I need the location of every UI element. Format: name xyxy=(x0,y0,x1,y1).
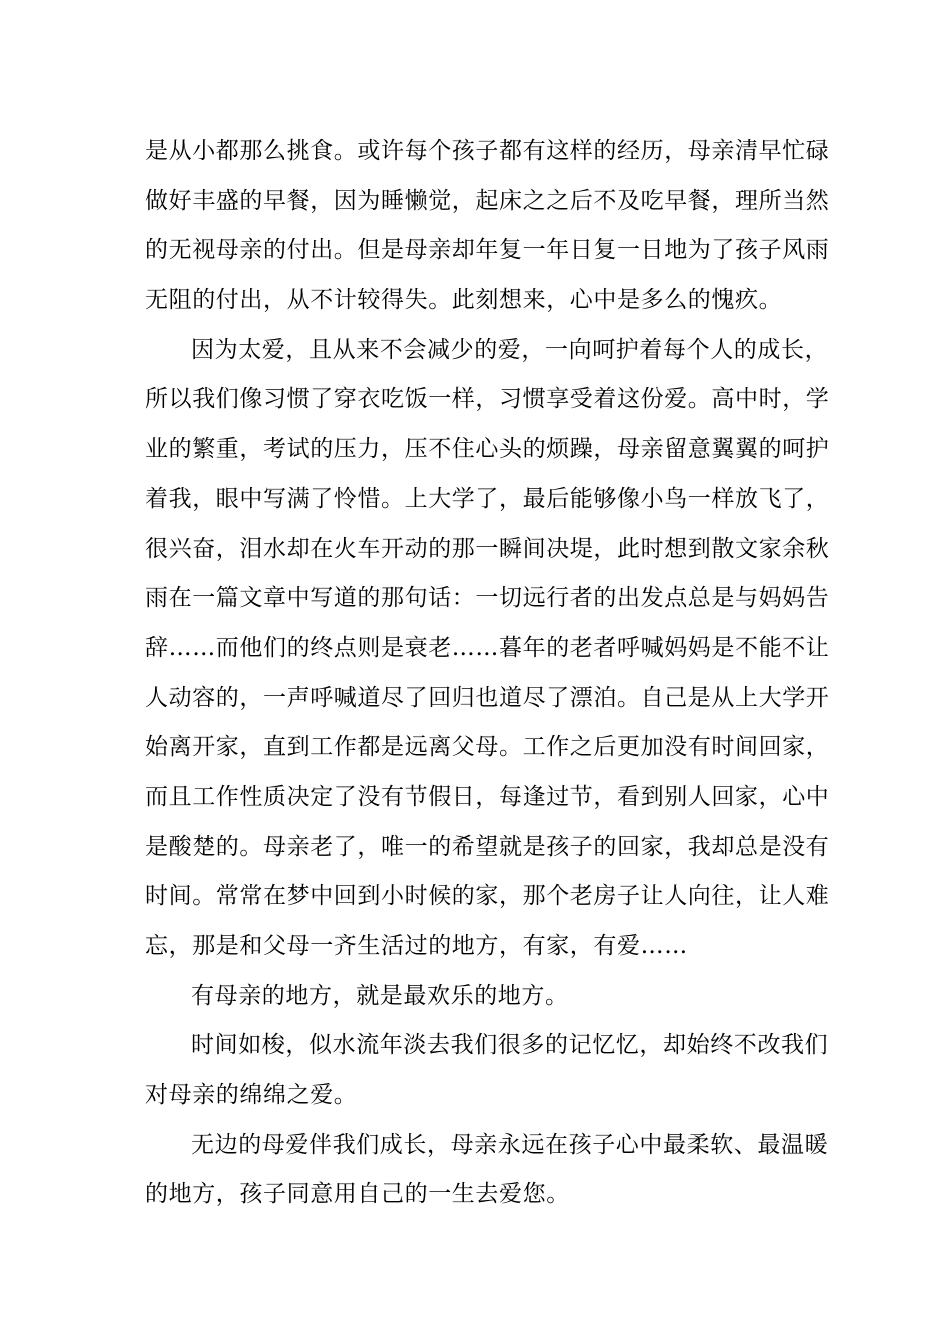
text-line: 对母亲的绵绵之爱。 xyxy=(145,1082,358,1109)
text-line: 的无视母亲的付出。但是母亲却年复一年日复一日地为了孩子风雨 xyxy=(145,237,830,264)
text-line: 的地方，孩子同意用自己的一生去爱您。 xyxy=(145,1181,570,1208)
text-line: 而且工作性质决定了没有节假日，每逢过节，看到别人回家，心中 xyxy=(145,783,830,810)
text-line: 辞……而他们的终点则是衰老……暮年的老者呼喊妈妈是不能不让 xyxy=(145,634,830,661)
text-line: 时间如梭，似水流年淡去我们很多的记忆忆，却始终不改我们 xyxy=(191,1032,829,1059)
text-line: 着我，眼中写满了怜惜。上大学了，最后能够像小鸟一样放飞了， xyxy=(145,485,830,512)
text-line: 业的繁重，考试的压力，压不住心头的烦躁，母亲留意翼翼的呵护 xyxy=(145,436,830,463)
text-line: 有母亲的地方，就是最欢乐的地方。 xyxy=(191,982,569,1009)
text-line: 是酸楚的。母亲老了，唯一的希望就是孩子的回家，我却总是没有 xyxy=(145,833,830,860)
text-line: 人动容的，一声呼喊道尽了回归也道尽了漂泊。自己是从上大学开 xyxy=(145,684,830,711)
text-line: 无边的母爱伴我们成长，母亲永远在孩子心中最柔软、最温暖 xyxy=(191,1131,829,1158)
text-line: 所以我们像习惯了穿衣吃饭一样，习惯享受着这份爱。高中时，学 xyxy=(145,386,830,413)
text-line: 始离开家，直到工作都是远离父母。工作之后更加没有时间回家， xyxy=(145,734,830,761)
text-line: 忘，那是和父母一齐生活过的地方，有家，有爱…… xyxy=(145,933,688,959)
text-line: 很兴奋，泪水却在火车开动的那一瞬间决堤，此时想到散文家余秋 xyxy=(145,535,830,562)
text-line: 是从小都那么挑食。或许每个孩子都有这样的经历，母亲清早忙碌 xyxy=(145,138,830,164)
text-line: 因为太爱，且从来不会减少的爱，一向呵护着每个人的成长， xyxy=(191,336,829,363)
text-line: 时间。常常在梦中回到小时候的家，那个老房子让人向往，让人难 xyxy=(145,883,830,910)
text-line: 做好丰盛的早餐，因为睡懒觉，起床之之后不及吃早餐，理所当然 xyxy=(145,187,830,214)
document-body xyxy=(145,127,830,1220)
text-line: 无阻的付出，从不计较得失。此刻想来，心中是多么的愧疚。 xyxy=(145,287,783,314)
text-line: 雨在一篇文章中写道的那句话：一切远行者的出发点总是与妈妈告 xyxy=(145,585,830,612)
